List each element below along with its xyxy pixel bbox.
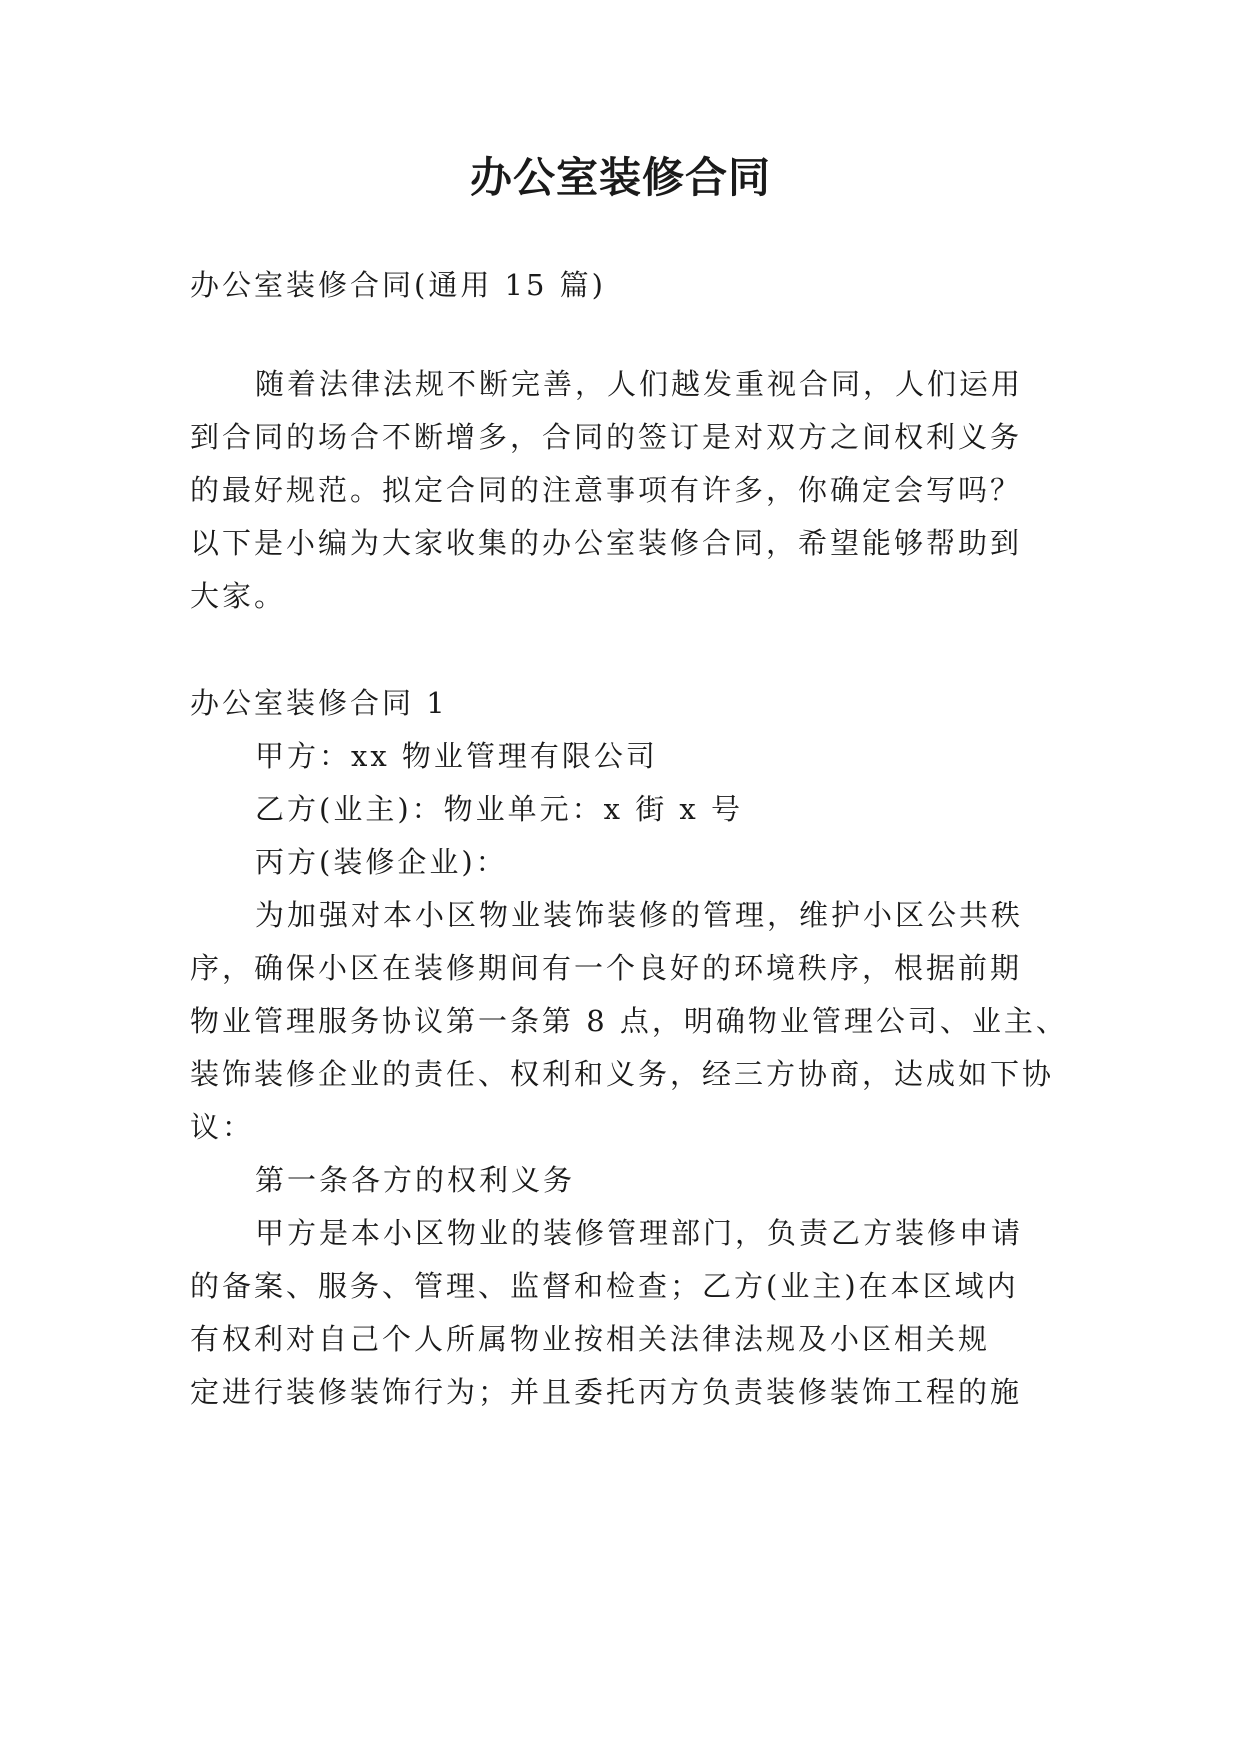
party-a: 甲方：xx 物业管理有限公司 bbox=[255, 739, 658, 773]
article-1-line: 有权利对自己个人所属物业按相关法律法规及小区相关规 bbox=[190, 1322, 991, 1356]
article-1-line: 甲方是本小区物业的装修管理部门，负责乙方装修申请 bbox=[255, 1216, 1024, 1250]
purpose-line: 装饰装修企业的责任、权利和义务，经三方协商，达成如下协 bbox=[190, 1057, 1055, 1091]
article-1-line: 定进行装修装饰行为；并且委托丙方负责装修装饰工程的施 bbox=[190, 1375, 1023, 1409]
purpose-line: 物业管理服务协议第一条第 8 点，明确物业管理公司、业主、 bbox=[190, 1004, 1068, 1038]
party-b: 乙方(业主)：物业单元：x 街 x 号 bbox=[255, 792, 743, 826]
intro-line: 随着法律法规不断完善，人们越发重视合同，人们运用 bbox=[255, 367, 1024, 401]
intro-line: 大家。 bbox=[190, 579, 287, 613]
article-1-line: 的备案、服务、管理、监督和检查；乙方(业主)在本区域内 bbox=[190, 1269, 1019, 1303]
intro-line: 的最好规范。拟定合同的注意事项有许多，你确定会写吗？ bbox=[190, 473, 1023, 507]
intro-line: 到合同的场合不断增多，合同的签订是对双方之间权利义务 bbox=[190, 420, 1023, 454]
purpose-line: 议： bbox=[190, 1110, 255, 1144]
article-1-heading: 第一条各方的权利义务 bbox=[255, 1163, 576, 1197]
purpose-line: 序，确保小区在装修期间有一个良好的环境秩序，根据前期 bbox=[190, 951, 1023, 985]
party-c: 丙方(装修企业)： bbox=[255, 845, 508, 879]
document-title: 办公室装修合同 bbox=[469, 153, 771, 202]
document-subtitle: 办公室装修合同(通用 15 篇) bbox=[190, 268, 606, 302]
purpose-line: 为加强对本小区物业装饰装修的管理，维护小区公共秩 bbox=[255, 898, 1024, 932]
section-heading: 办公室装修合同 1 bbox=[190, 686, 448, 720]
intro-line: 以下是小编为大家收集的办公室装修合同，希望能够帮助到 bbox=[190, 526, 1023, 560]
